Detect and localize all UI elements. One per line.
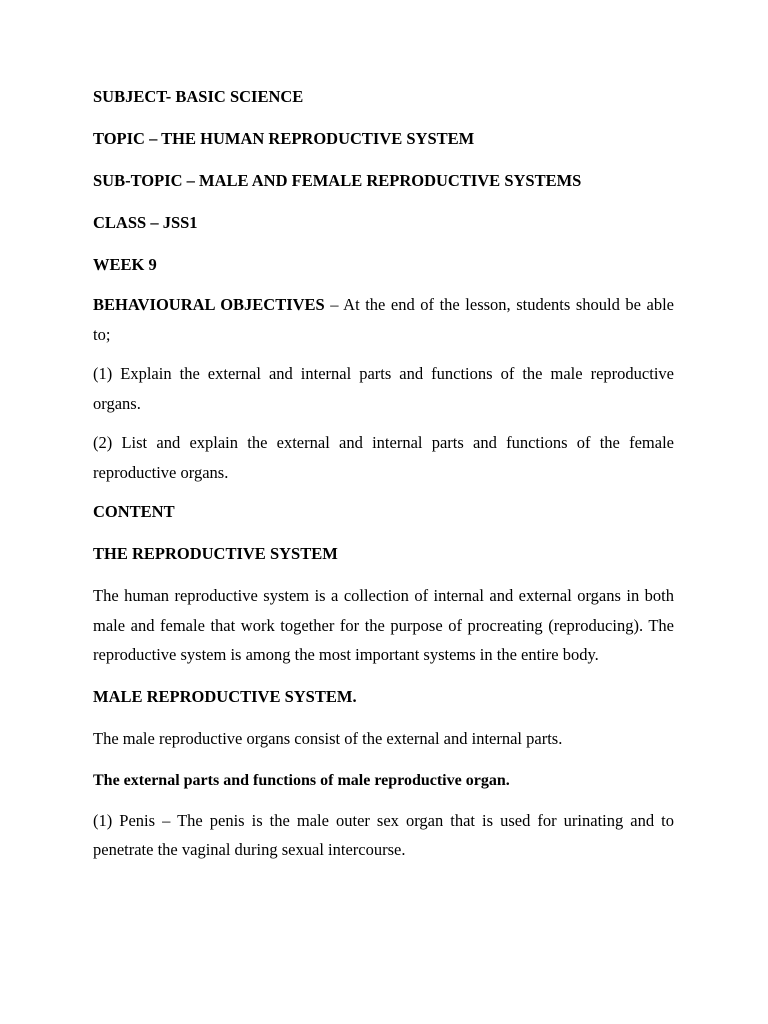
external-parts-heading: The external parts and functions of male reproductive organ. xyxy=(93,771,510,789)
subtopic-heading: SUB-TOPIC – MALE AND FEMALE REPRODUCTIVE SYSTEMS xyxy=(93,171,582,190)
subject-heading: SUBJECT- BASIC SCIENCE xyxy=(93,87,304,106)
document-page xyxy=(93,86,674,877)
objective-item: (1) Explain the external and internal parts and functions of the male reproductive organs. xyxy=(93,364,674,413)
objectives-intro: – At the end of the lesson, students should be able to; xyxy=(93,295,674,344)
topic-heading: TOPIC – THE HUMAN REPRODUCTIVE SYSTEM xyxy=(93,129,475,148)
male-system-heading: MALE REPRODUCTIVE SYSTEM. xyxy=(93,686,357,706)
week-heading: WEEK 9 xyxy=(93,255,157,274)
objective-item: (2) List and explain the external and internal parts and functions of the female reproductive organs. xyxy=(93,433,674,482)
objectives-paragraph xyxy=(93,290,674,349)
content-heading: CONTENT xyxy=(93,502,175,521)
objectives-label: BEHAVIOURAL OBJECTIVES xyxy=(93,295,325,314)
reproductive-system-heading: THE REPRODUCTIVE SYSTEM xyxy=(93,544,338,563)
class-heading: CLASS – JSS1 xyxy=(93,213,198,232)
male-system-text: The male reproductive organs consist of the external and internal parts. xyxy=(93,728,563,748)
reproductive-system-text: The human reproductive system is a collection of internal and external organs in both male and female that work together for the purpose of procreating (reproducing). The reproductive system is among the most important systems in the entire body. xyxy=(93,586,674,664)
penis-text: (1) Penis – The penis is the male outer sex organ that is used for urinating and to penetrate the vaginal during sexual intercourse. xyxy=(93,810,674,859)
